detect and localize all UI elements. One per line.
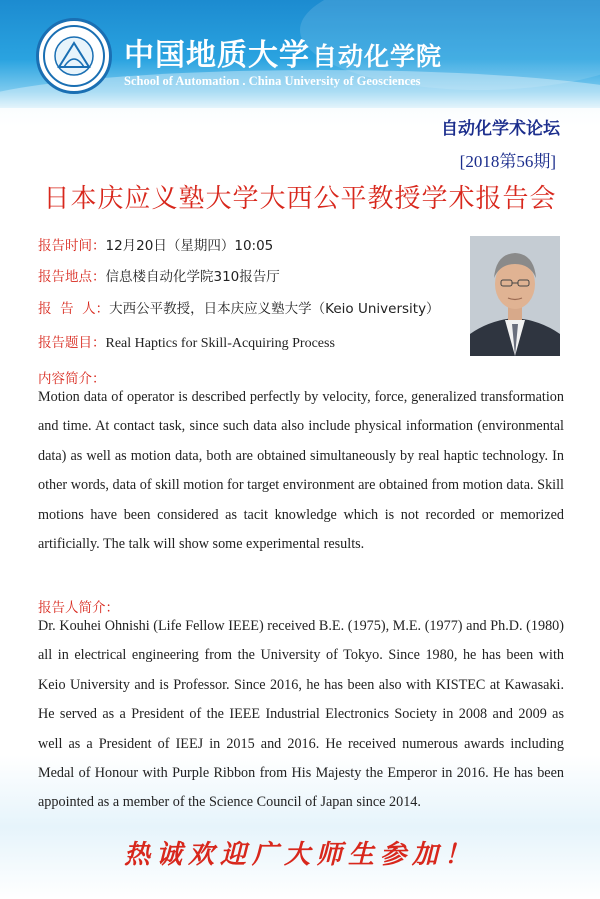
bio-text: Dr. Kouhei Ohnishi (Life Fellow IEEE) received B.E. (1975), M.E. (1977) and Ph.D. (1980) all in electrical engineering from the University of Tokyo. Since 1980, he has been with Keio University and is Professor. Since 2016, he has been also with KISTEC at Kawasaki. He served as a President of the IEEE Industrial Electronics Society in 2008 and 2009 as well as a President of IEEJ in 2015 and 2016. He received numerous awards including Medal of Honour with Purple Ribbon from His Majesty the Emperor in 2016. He has been appointed as a member of the Science Council of Japan since 2014. — [38, 618, 564, 811]
location-label: 报告地点： — [38, 269, 106, 285]
header-banner — [0, 0, 600, 108]
info-speaker — [38, 297, 440, 317]
page-title: 日本庆应义塾大学大西公平教授学术报告会 — [43, 184, 557, 214]
time-value: 12月20日（星期四）10:05 — [105, 238, 274, 254]
speaker-label: 报 告 人： — [38, 301, 110, 317]
school-name: 自动化学院 — [312, 42, 443, 71]
topic-label: 报告题目： — [38, 335, 106, 351]
location-value: 信息楼自动化学院310报告厅 — [105, 269, 280, 285]
university-logo — [36, 18, 112, 94]
university-name: 中国地质大学 — [124, 38, 310, 73]
speaker-photo — [470, 236, 560, 356]
forum-title: 自动化学术论坛 — [441, 119, 560, 139]
bio-label: 报告人简介： — [38, 600, 119, 616]
school-name-en: School of Automation . China University of Geosciences — [124, 74, 421, 88]
info-time — [38, 234, 273, 254]
topic-value: Real Haptics for Skill-Acquiring Process — [105, 336, 335, 351]
info-location — [38, 265, 280, 285]
time-label: 报告时间： — [38, 238, 106, 254]
abstract-label: 内容简介： — [38, 371, 106, 387]
info-topic — [38, 331, 335, 352]
speaker-portrait-icon — [470, 236, 560, 356]
forum-issue: [2018第56期] — [459, 152, 556, 171]
logo-emblem-icon — [39, 21, 109, 91]
speaker-value: 大西公平教授，日本庆应义塾大学（Keio University） — [109, 301, 440, 317]
university-name-cn — [124, 30, 442, 74]
welcome-message: 热诚欢迎广大师生参加！ — [123, 840, 476, 870]
abstract-text: Motion data of operator is described perfectly by velocity, force, generalized transformation and time. At contact task, since such data also include physical information (environmental data) as well as motion data, both are obtained simultaneously by real haptic technology. In other words, data of skill motion for target environment are obtained from motion data. Skill motions have been considered as tacit knowledge which is not recorded or memorized artificially. The talk will show some experimental results. — [38, 389, 564, 553]
